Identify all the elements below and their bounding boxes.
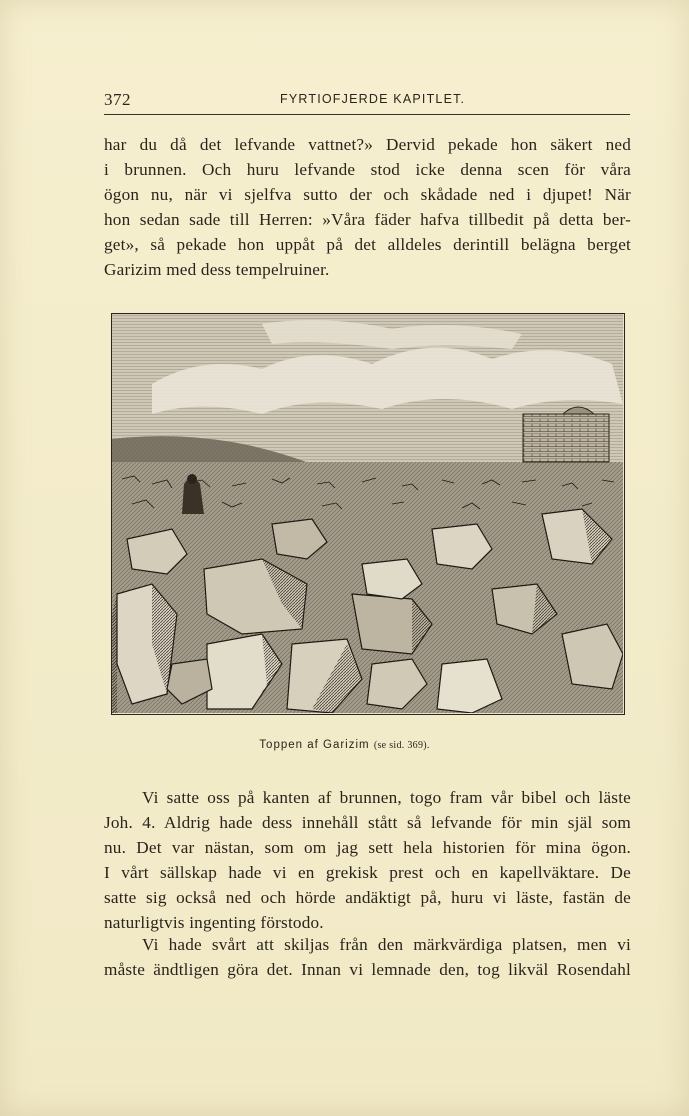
caption-page-ref: (se sid. 369). (373, 740, 430, 751)
paragraph-2 (104, 785, 631, 935)
text-line: Vi hade svårt att skiljas från den märkvärdiga platsen, men vi (142, 935, 631, 954)
caption-title: Toppen af Garizim (259, 739, 370, 751)
text-line: Vi satte oss på kanten af brunnen, togo fram vår bibel och läste (142, 788, 631, 807)
text-line: ögon nu, när vi sjelfva sutto der och skådade ned i djupet! När (104, 185, 631, 204)
text-line: Joh. 4. Aldrig hade dess innehåll stått så lefvande för min själ som (104, 813, 631, 832)
paragraph-3 (104, 932, 631, 982)
running-head: FYRTIOFJERDE KAPITLET. (280, 92, 466, 106)
engraving-illustration (111, 313, 625, 715)
text-line: har du då det lefvande vattnet?» Dervid pekade hon säkert ned (104, 135, 631, 154)
figure-caption (0, 739, 689, 751)
text-line: I vårt sällskap hade vi en grekisk prest och en kapellväktare. De (104, 863, 631, 882)
text-line: måste ändtligen göra det. Innan vi lemnade den, tog likväl Rosendahl (104, 960, 631, 979)
text-line: Garizim med dess tempelruiner. (104, 260, 330, 279)
paragraph-1 (104, 132, 631, 282)
text-line: nu. Det var nästan, som om jag sett hela historien för mina ögon. (104, 838, 631, 857)
text-line: hon sedan sade till Herren: »Våra fäder hafva tillbedit på detta ber- (104, 210, 631, 229)
text-line: get», så pekade hon uppåt på det alldeles derintill belägna berget (104, 235, 631, 254)
page-number: 372 (104, 90, 131, 109)
garizim-engraving (112, 314, 623, 713)
text-line: naturligtvis ingenting förstodo. (104, 913, 324, 932)
page-header (104, 88, 630, 115)
text-line: satte sig också ned och hörde andäktigt på, huru vi läste, fastän de (104, 888, 631, 907)
text-line: i brunnen. Och huru lefvande stod icke denna scen för våra (104, 160, 631, 179)
